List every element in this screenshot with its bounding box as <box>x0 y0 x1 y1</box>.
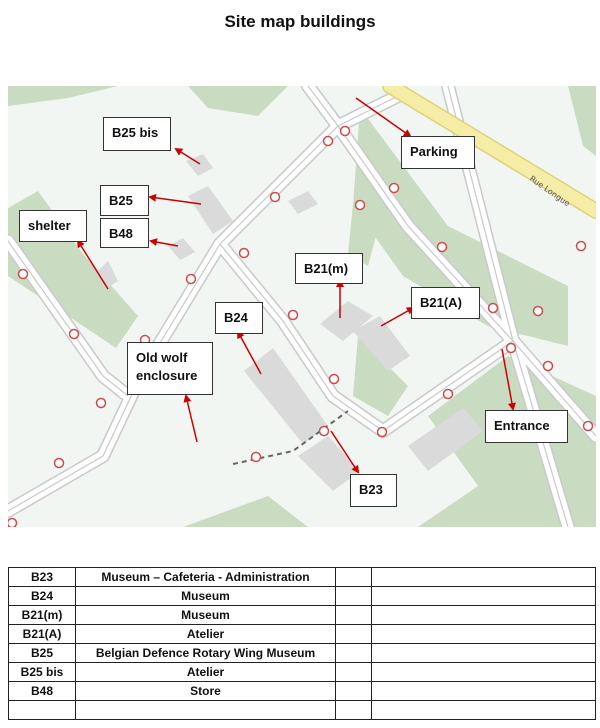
label-b25[interactable]: B25 <box>100 185 149 216</box>
empty-cell <box>372 644 596 663</box>
street-label: Rue Longue <box>527 174 572 209</box>
label-b48[interactable]: B48 <box>100 218 149 248</box>
empty-cell <box>372 625 596 644</box>
label-b21a[interactable]: B21(A) <box>411 287 480 319</box>
empty-cell <box>372 587 596 606</box>
empty-cell <box>372 701 596 720</box>
label-shelter[interactable]: shelter <box>19 210 87 242</box>
building-description-cell: Atelier <box>76 663 336 682</box>
label-b24[interactable]: B24 <box>215 302 263 334</box>
table-row <box>9 663 596 682</box>
empty-cell <box>372 568 596 587</box>
building-code-cell: B21(A) <box>9 625 76 644</box>
label-parking[interactable]: Parking <box>401 136 475 169</box>
building-small-center <box>288 191 318 214</box>
vegetation-top-left <box>8 86 118 106</box>
vegetation-top-center <box>188 86 288 116</box>
vegetation-top-right <box>568 86 596 156</box>
vegetation-bottom <box>183 496 308 527</box>
map-canvas <box>8 86 596 527</box>
building-description-cell: Museum – Cafeteria - Administration <box>76 568 336 587</box>
label-b23[interactable]: B23 <box>350 474 397 507</box>
table-row <box>9 587 596 606</box>
table-row <box>9 701 596 720</box>
label-entrance[interactable]: Entrance <box>485 410 568 443</box>
empty-cell <box>336 701 372 720</box>
building-description-cell <box>76 701 336 720</box>
empty-cell <box>372 682 596 701</box>
empty-cell <box>336 644 372 663</box>
empty-cell <box>336 682 372 701</box>
table-row <box>9 682 596 701</box>
page-title: Site map buildings <box>224 12 376 31</box>
building-description-cell: Museum <box>76 606 336 625</box>
building-code-cell: B25 bis <box>9 663 76 682</box>
empty-cell <box>336 568 372 587</box>
building-description-cell: Store <box>76 682 336 701</box>
table-row <box>9 625 596 644</box>
building-b48 <box>168 238 195 260</box>
table-row <box>9 568 596 587</box>
table-row <box>9 644 596 663</box>
building-b25 <box>188 186 233 234</box>
empty-cell <box>336 606 372 625</box>
building-description-cell: Museum <box>76 587 336 606</box>
label-b21m[interactable]: B21(m) <box>295 253 363 284</box>
building-code-cell: B25 <box>9 644 76 663</box>
building-code-cell: B23 <box>9 568 76 587</box>
building-legend-table <box>8 567 596 720</box>
building-description-cell: Atelier <box>76 625 336 644</box>
empty-cell <box>336 663 372 682</box>
empty-cell <box>336 625 372 644</box>
label-old-wolf-enclosure[interactable]: Old wolf enclosure <box>127 342 213 395</box>
empty-cell <box>336 587 372 606</box>
site-map[interactable] <box>8 86 596 527</box>
label-b25bis[interactable]: B25 bis <box>103 117 171 151</box>
building-code-cell: B24 <box>9 587 76 606</box>
building-code-cell <box>9 701 76 720</box>
building-code-cell: B48 <box>9 682 76 701</box>
table-row <box>9 606 596 625</box>
empty-cell <box>372 663 596 682</box>
empty-cell <box>372 606 596 625</box>
building-description-cell: Belgian Defence Rotary Wing Museum <box>76 644 336 663</box>
building-code-cell: B21(m) <box>9 606 76 625</box>
